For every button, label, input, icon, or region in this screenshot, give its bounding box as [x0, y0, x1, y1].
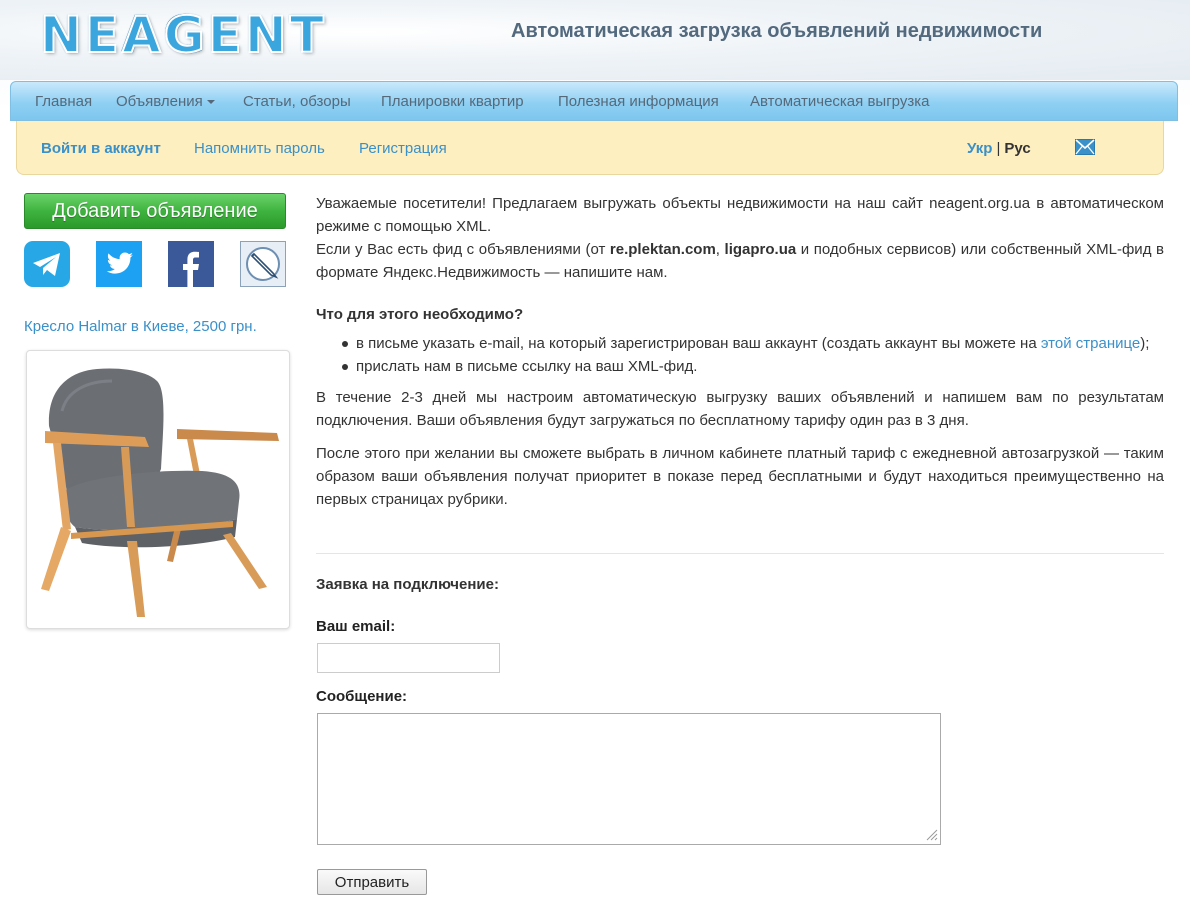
nav-item-useful-info[interactable]: Полезная информация — [558, 93, 719, 110]
requirements-heading: Что для этого необходимо? — [316, 306, 524, 323]
message-textarea[interactable] — [317, 713, 941, 845]
list-item — [340, 332, 1164, 355]
envelope-icon[interactable] — [1075, 139, 1095, 155]
divider — [316, 553, 1164, 554]
promo-link[interactable]: Кресло Halmar в Киеве, 2500 грн. — [24, 318, 257, 335]
email-label: Ваш email: — [316, 618, 396, 635]
lang-ukr-link[interactable]: Укр — [967, 140, 993, 157]
nav-item-home[interactable]: Главная — [35, 93, 93, 110]
nav-item-articles[interactable]: Статьи, обзоры — [243, 93, 351, 110]
main-nav — [10, 81, 1178, 121]
add-listing-button[interactable]: Добавить объявление — [24, 193, 286, 229]
register-page-link[interactable]: этой странице — [1040, 335, 1141, 352]
account-bar — [16, 121, 1164, 175]
intro-text-1: Уважаемые посетители! Предлагаем выгружать объекты недвижимости на наш сайт neagent.org.ua в автоматическом режиме с помощью XML. — [316, 195, 1164, 235]
promo-image[interactable] — [26, 350, 290, 629]
facebook-icon[interactable] — [168, 241, 214, 287]
register-link[interactable]: Регистрация — [359, 140, 447, 157]
feed-source-2: ligapro.ua — [724, 241, 797, 258]
form-title: Заявка на подключение: — [316, 576, 499, 593]
site-logo[interactable]: NEAGENT — [40, 6, 327, 64]
intro-text-2c: и подобных сервисов) или собственный XML-фид в формате Яндекс.Недвижимость — напишите нам. — [316, 241, 1164, 281]
list-item: прислать нам в письме ссылку на ваш XML-фид. — [340, 355, 1164, 378]
intro-text-2a: Если у Вас есть фид с объявлениями (от — [316, 241, 610, 258]
nav-item-listings[interactable] — [116, 93, 215, 110]
nav-item-auto-export[interactable]: Автоматическая выгрузка — [750, 93, 930, 110]
paid-tariff-paragraph: После этого при желании вы сможете выбрать в личном кабинете платный тариф с ежедневной автозагрузкой — таким образом ваши объявления получат приоритет в показе перед бесплатными и будут находиться преимущественно на первых страницах рубрики. — [316, 445, 1164, 508]
message-label: Сообщение: — [316, 688, 408, 705]
lang-rus-link[interactable]: Рус — [1004, 140, 1031, 157]
requirements-list — [340, 332, 1164, 378]
telegram-icon[interactable] — [24, 241, 70, 287]
site-header — [0, 0, 1190, 80]
intro-text-2b: , — [715, 241, 725, 258]
armchair-image — [27, 351, 289, 628]
main-content — [316, 192, 1164, 511]
login-link[interactable]: Войти в аккаунт — [41, 140, 161, 157]
email-field[interactable] — [317, 643, 500, 673]
timeline-paragraph: В течение 2-3 дней мы настроим автоматическую выгрузку ваших объявлений и напишем вам по результатам подключения. Ваши объявления будут загружаться по бесплатному тарифу один раз в 3 дня. — [316, 389, 1164, 429]
language-switcher — [967, 140, 1031, 157]
caret-down-icon — [207, 100, 215, 104]
site-tagline: Автоматическая загрузка объявлений недвижимости — [511, 20, 1043, 42]
twitter-icon[interactable] — [96, 241, 142, 287]
feed-source-1: re.plektan.com — [609, 241, 716, 258]
remind-password-link[interactable]: Напомнить пароль — [194, 140, 325, 157]
intro-paragraph — [316, 192, 1164, 284]
req-text-1a: в письме указать e-mail, на который зарегистрирован ваш аккаунт (создать аккаунт вы можете на — [356, 335, 1041, 352]
livejournal-icon[interactable] — [240, 241, 286, 287]
lang-separator: | — [996, 140, 1001, 157]
submit-button[interactable]: Отправить — [317, 869, 427, 895]
req-text-1b: ); — [1140, 335, 1150, 352]
nav-item-listings-label: Объявления — [116, 93, 203, 110]
nav-item-layouts[interactable]: Планировки квартир — [381, 93, 524, 110]
